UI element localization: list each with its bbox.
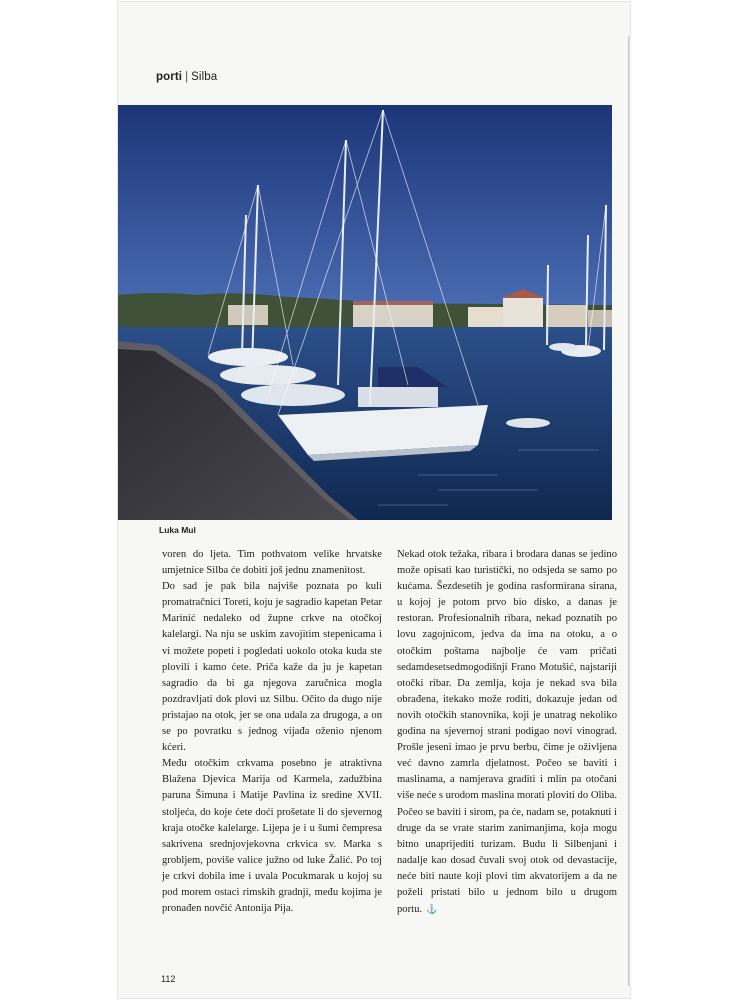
article-column-right bbox=[397, 547, 617, 918]
paragraph-text: Nekad otok težaka, ribara i brodara danas se jedino može opisati kao turistički, no odsjeda se samo po kućama. Šezdesetih je godina rasformirana sirana, u kojoj je potom prvo bio disko, a danas je restoran. Profesionalnih ribara, nekad poznatih po lovu zagojnicom, jedva da ima na otoku, a o otočkim poštama najbolje će vam pričati sedamdesetsedmogodišnji Frano Motušić, najstariji otočki ribar. Da zemlja, koja je nekad sva bila obrađena, itekako može roditi, dokazuje jedan od novih otočkih stanovnika, koji je unatrag nekoliko godina na sjevernoj strani podigao novi vinograd. Prošle jeseni imao je prvu berbu, čime je oživljena već davno zamrla djelatnost. Počeo se baviti i maslinama, a namjerava graditi i mlin pa otočani više neće s urodom maslina morati ploviti do Oliba. Počeo se baviti i sirom, pa će, nadam se, potaknuti i druge da se vrate starim zanimanjima, koja mogu bitno unaprijediti turizam. Budu li Silbenjani i nadalje kao dosad čuvali svoj otok od devastacije, neće biti naute koji plovi tim akvatorijem a da ne poželi pristati bilo u jednom bilo u drugom portu. bbox=[397, 549, 617, 916]
page-edge-shadow bbox=[628, 36, 631, 986]
paragraph: voren do ljeta. Tim pothvatom velike hrvatske umjetnice Silba će dobiti još jednu znamenitost. bbox=[162, 549, 382, 577]
header-separator: | bbox=[185, 71, 189, 83]
paragraph bbox=[397, 547, 617, 918]
photo-credit: Luka Mul bbox=[159, 525, 196, 535]
running-header bbox=[156, 71, 217, 83]
page-number: 112 bbox=[161, 974, 176, 984]
paragraph: Među otočkim crkvama posebno je atraktivna Blažena Djevica Marija od Karmela, zadužbina paruna Šimuna i Matije Pavlina iz sredine XVII. stoljeća, do koje ćete doći prošetate li do sjevernog kraja otočke kalelarge. Lijepa je i u šumi čempresa sakrivena srednjovjekovna crkvica sv. Marka s grobljem, poviše valice južno od luke Žalić. Po toj je crkvi dobila ime i uvala Pocukmarak u kojoj su pod morem ostaci rimskih gradnji, među kojima je pronađen novčić Antonija Pija. bbox=[162, 758, 382, 915]
dinghy bbox=[506, 418, 550, 428]
paragraph: Do sad je pak bila najviše poznata po kuli promatračnici Toreti, koju je sagradio kapetan Petar Marinić nedaleko od župne crkve na otočkoj kalelargi. Na nju se uskim zavojitim stepenicama i vi možete popeti i pogledati uokolo otoka kuda ste plovili i kamo ćete. Priča kaže da ju je kapetan sagradio da bi ga njegova zaručnica mogla pozdravljati dok plovi uz Silbu. Očito da dugo nije pristajao na otok, jer se ona udala za drugoga, a on se po povratku s jednog vijađa oženio njenom kćeri. bbox=[162, 581, 382, 754]
article-column-left bbox=[162, 547, 382, 917]
location-label: Silba bbox=[191, 71, 218, 83]
anchor-end-icon: ⚓ bbox=[426, 904, 438, 915]
section-label: porti bbox=[156, 71, 183, 83]
harbor-photo bbox=[118, 105, 612, 520]
harbor-photo-illustration bbox=[118, 105, 612, 520]
